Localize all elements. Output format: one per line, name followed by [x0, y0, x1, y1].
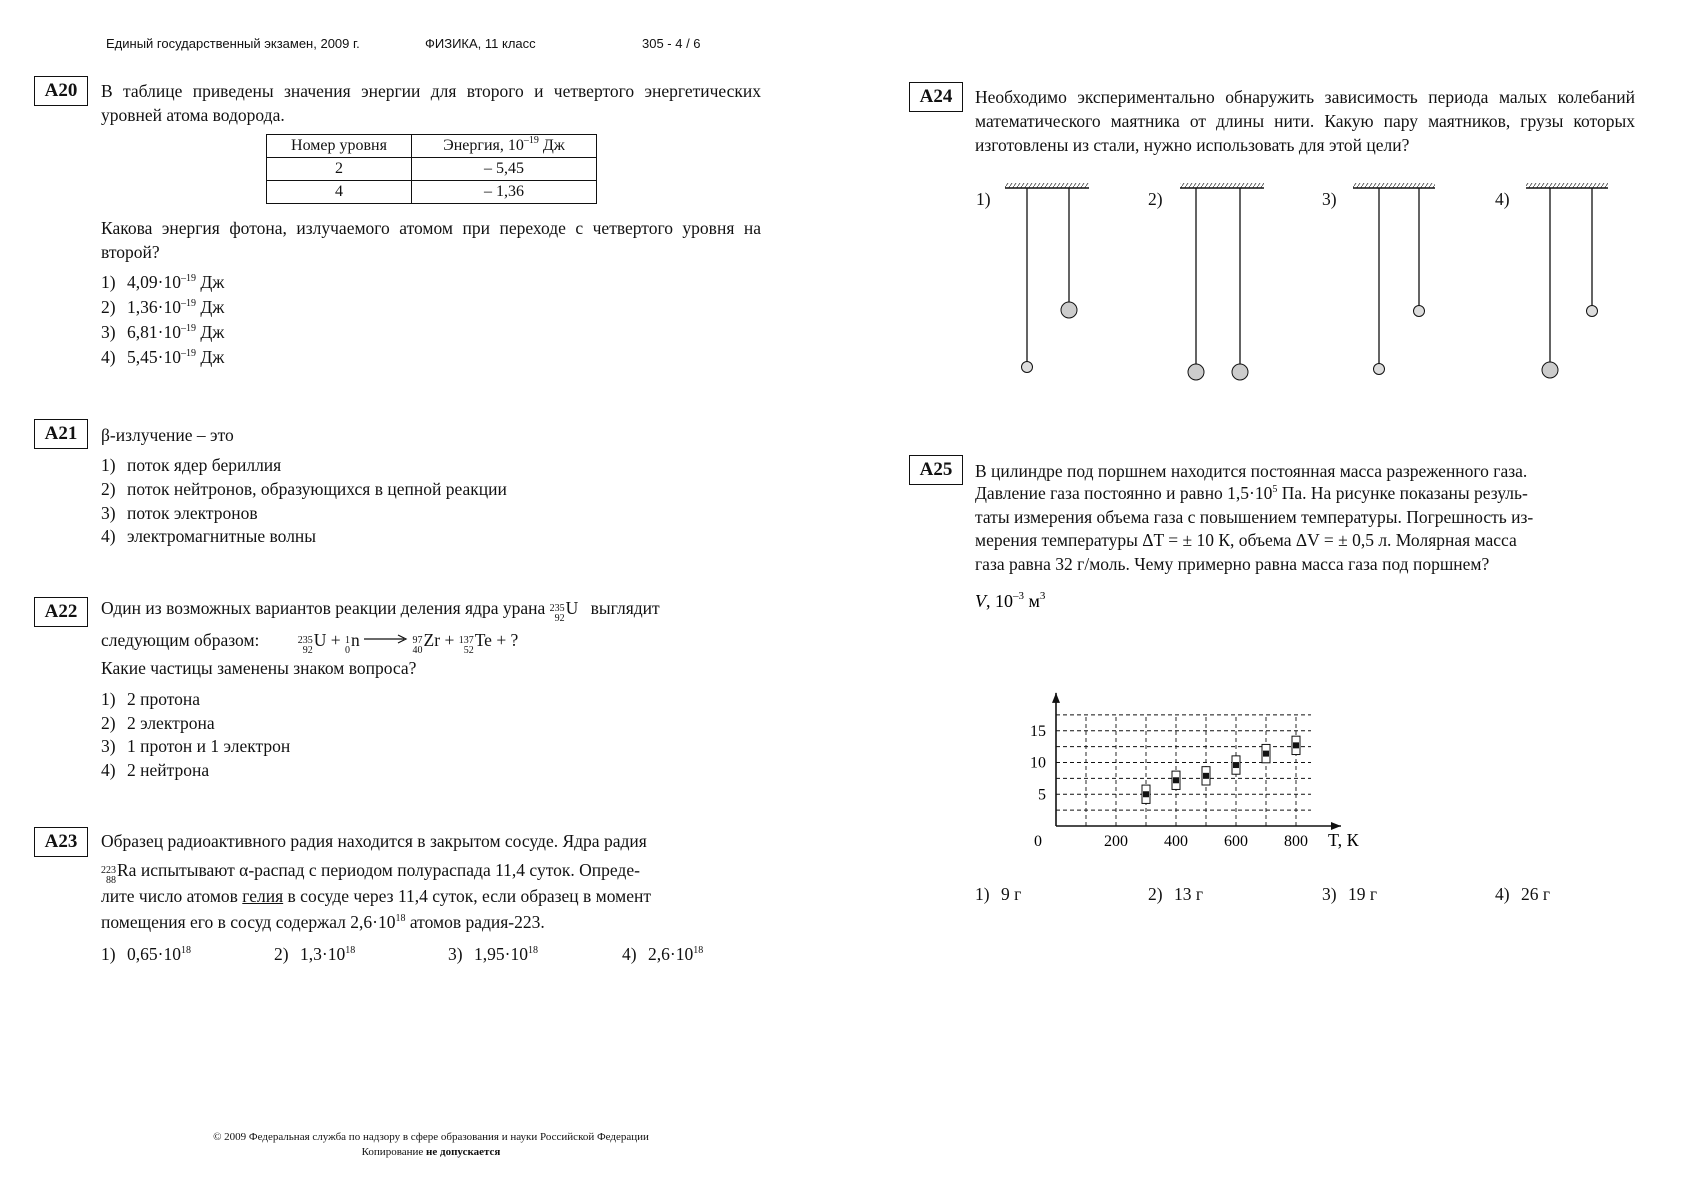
question-label-a23: A23	[34, 827, 88, 857]
a22-option-3[interactable]: 3) 1 протон и 1 электрон	[101, 736, 291, 756]
table-row: 2 – 5,45	[267, 158, 597, 181]
chart-grid	[1056, 715, 1311, 826]
x-tick-label: 800	[1284, 833, 1308, 850]
question-label-a21: A21	[34, 419, 88, 449]
a24-text: Необходимо экспериментально обнаружить зависимость периода малых колебаний математического маятника от длины нити. Какую пару маятников, грузы которых изготовлены из стали, нужно использовать для этой цели?	[975, 87, 1635, 155]
table-header-energy: Энергия, $10^{-19}$ Дж	[412, 135, 597, 158]
a20-option-3[interactable]: 3) $6,81\cdot 10^{-19}$ Дж	[101, 322, 225, 342]
point-marker	[1143, 791, 1149, 797]
a20-text: В таблице приведены значения энергии для второго и четвертого энергетических уровней атома водорода.	[101, 81, 761, 125]
x-tick-label: 600	[1224, 833, 1248, 850]
a25-option-2[interactable]: 2) 13 г	[1148, 884, 1204, 904]
energy-levels-table	[266, 134, 597, 204]
chart-xlabel: T, К	[1328, 830, 1359, 850]
header-page: 305 - 4 / 6	[642, 36, 701, 51]
data-point	[1202, 767, 1210, 785]
a21-option-2[interactable]: 2) поток нейтронов, образующихся в цепной реакции	[101, 479, 507, 499]
data-point	[1292, 736, 1300, 754]
a23-line4: помещения его в сосуд содержал $2,6\cdot 10^{18}$ атомов радия-223.	[101, 912, 545, 932]
a21-text: β-излучение – это	[101, 425, 234, 445]
a25-line3: таты измерения объема газа с повышением температуры. Погрешность из-	[975, 507, 1534, 527]
point-marker	[1173, 777, 1179, 783]
a23-option-2[interactable]: 2) $1,3\cdot 10^{18}$	[274, 944, 356, 964]
volume-temperature-chart	[960, 570, 1380, 860]
pendulum-pair-3[interactable]	[1353, 183, 1435, 375]
table-header-level: Номер уровня	[267, 135, 412, 158]
pendulum-pair-4[interactable]	[1526, 183, 1608, 378]
a22-text-line1: Один из возможных вариантов реакции деления ядра урана 235 92 U выглядит	[101, 598, 660, 624]
a23-option-4[interactable]: 4) $2,6\cdot 10^{18}$	[622, 944, 704, 964]
point-marker	[1203, 773, 1209, 779]
question-label-a25: A25	[909, 455, 963, 485]
a22-option-2[interactable]: 2) 2 электрона	[101, 713, 215, 733]
header-exam: Единый государственный экзамен, 2009 г.	[106, 36, 360, 51]
data-point	[1142, 785, 1150, 803]
data-point	[1262, 744, 1270, 762]
a25-line4: мерения температуры ΔT = ± 10 К, объема ΔV = ± 0,5 л. Молярная масса	[975, 530, 1517, 550]
a23-option-1[interactable]: 1) $0,65\cdot 10^{18}$	[101, 944, 191, 964]
y-tick-label: 10	[1030, 754, 1046, 772]
a25-option-3[interactable]: 3) 19 г	[1322, 884, 1378, 904]
reaction-arrow-icon	[364, 634, 408, 644]
a21-option-1[interactable]: 1) поток ядер бериллия	[101, 455, 282, 475]
chart-axes	[1052, 693, 1341, 830]
a22-question: Какие частицы заменены знаком вопроса?	[101, 658, 417, 678]
x-tick-label: 0	[1034, 833, 1042, 850]
a20-option-4[interactable]: 4) $5,45\cdot 10^{-19}$ Дж	[101, 347, 225, 367]
x-axis-arrow-icon	[1331, 822, 1341, 830]
a23-line2: 223 88 Ra испытывают α-распад с периодом полураспада 11,4 суток. Опреде-	[101, 860, 640, 886]
question-label-a22: A22	[34, 597, 88, 627]
a20-question: Какова энергия фотона, излучаемого атомом при переходе с четвертого уровня на второй?	[101, 218, 761, 262]
a20-option-2[interactable]: 2) $1,36\cdot 10^{-19}$ Дж	[101, 297, 225, 317]
a24-option-1-label[interactable]: 1)	[976, 189, 991, 209]
data-point	[1232, 756, 1240, 774]
pendulum-pair-2[interactable]	[1180, 183, 1264, 380]
header-subject: ФИЗИКА, 11 класс	[425, 36, 536, 51]
a25-line5: газа равна 32 г/моль. Чему примерно равна масса газа под поршнем?	[975, 554, 1490, 574]
point-marker	[1293, 742, 1299, 748]
y-tick-label: 5	[1038, 786, 1046, 804]
data-point	[1172, 771, 1180, 789]
a25-option-1[interactable]: 1) 9 г	[975, 884, 1022, 904]
pendulum-pair-1[interactable]	[1005, 183, 1089, 373]
x-tick-label: 200	[1104, 833, 1128, 850]
a21-option-3[interactable]: 3) поток электронов	[101, 503, 258, 523]
a24-option-2-label[interactable]: 2)	[1148, 189, 1163, 209]
point-marker	[1233, 762, 1239, 768]
a24-option-3-label[interactable]: 3)	[1322, 189, 1337, 209]
y-axis-arrow-icon	[1052, 693, 1060, 703]
a23-option-3[interactable]: 3) $1,95\cdot 10^{18}$	[448, 944, 538, 964]
a25-line1: В цилиндре под поршнем находится постоянная масса разреженного газа.	[975, 461, 1528, 481]
a25-line2: Давление газа постоянно и равно $1,5\cdot 10^5$ Па. На рисунке показаны резуль-	[975, 483, 1528, 503]
point-marker	[1263, 751, 1269, 757]
a24-option-4-label[interactable]: 4)	[1495, 189, 1510, 209]
footer-copy-notice: Копирование не допускается	[361, 1146, 501, 1158]
table-row: 4 – 1,36	[267, 181, 597, 204]
y-tick-label: 15	[1030, 722, 1046, 740]
x-tick-label: 400	[1164, 833, 1188, 850]
question-label-a20: A20	[34, 76, 88, 106]
pendulums-figure	[990, 180, 1620, 385]
a23-line3: лите число атомов гелия в сосуде через 11,4 суток, если образец в момент	[101, 886, 652, 906]
a22-reaction-line: следующим образом: 235 92 U + 1 0 n 97 40 Zr + 137 52 Te + ?	[101, 630, 519, 656]
a25-option-4[interactable]: 4) 26 г	[1495, 884, 1551, 904]
a20-option-1[interactable]: 1) $4,09\cdot 10^{-19}$ Дж	[101, 272, 225, 292]
a21-option-4[interactable]: 4) электромагнитные волны	[101, 526, 317, 546]
chart-ylabel: V, $10^{-3}$ $м^3$	[975, 590, 1046, 611]
question-label-a24: A24	[909, 82, 963, 112]
a22-option-4[interactable]: 4) 2 нейтрона	[101, 760, 210, 780]
footer-copyright: © 2009 Федеральная служба по надзору в сфере образования и науки Российской Федерации	[213, 1131, 649, 1143]
a22-option-1[interactable]: 1) 2 протона	[101, 689, 201, 709]
a23-line1: Образец радиоактивного радия находится в закрытом сосуде. Ядра радия	[101, 831, 647, 851]
